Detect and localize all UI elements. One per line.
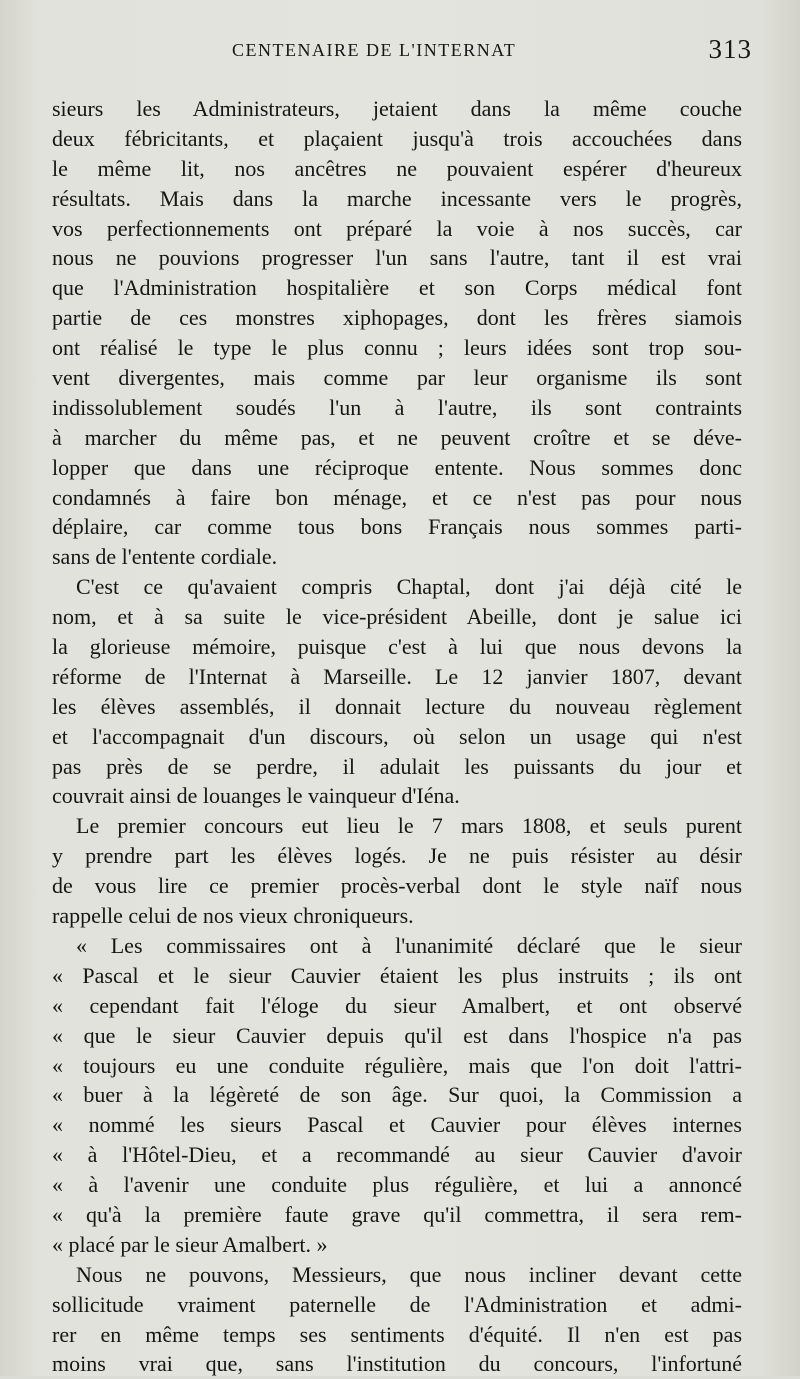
text-line: vos perfectionnements ont préparé la voie à nos succès, car: [52, 215, 742, 241]
text-line: y prendre part les élèves logés. Je ne puis résister au désir: [52, 843, 742, 869]
text-line: moins vrai que, sans l'institution du concours, l'infortuné: [52, 1351, 742, 1377]
text-line: vent divergentes, mais comme par leur organisme ils sont: [52, 365, 742, 391]
text-line: sollicitude vraiment paternelle de l'Administration et admi-: [52, 1291, 742, 1317]
body-text: [52, 94, 742, 1379]
text-line: à marcher du même pas, et ne peuvent croître et se déve-: [52, 424, 742, 450]
text-line: nous ne pouvions progresser l'un sans l'autre, tant il est vrai: [52, 245, 742, 271]
text-line: que l'Administration hospitalière et son Corps médical font: [52, 275, 742, 301]
text-line: « Les commissaires ont à l'unanimité déclaré que le sieur: [76, 932, 742, 958]
text-line: « placé par le sieur Amalbert. »: [52, 1231, 328, 1257]
text-line: la glorieuse mémoire, puisque c'est à lui que nous devons la: [52, 634, 742, 660]
text-line: lopper que dans une réciproque entente. Nous sommes donc: [52, 454, 742, 480]
text-line: nom, et à sa suite le vice-président Abeille, dont je salue ici: [52, 604, 742, 630]
text-line: « buer à la légèreté de son âge. Sur quoi, la Commission a: [52, 1082, 742, 1108]
text-line: « toujours eu une conduite régulière, mais que l'on doit l'attri-: [52, 1052, 742, 1078]
text-line: réforme de l'Internat à Marseille. Le 12 janvier 1807, devant: [52, 663, 742, 689]
text-line: sieurs les Administrateurs, jetaient dans la même couche: [52, 96, 742, 121]
text-line: ont réalisé le type le plus connu ; leurs idées sont trop sou-: [52, 335, 742, 361]
text-line: condamnés à faire bon ménage, et ce n'est pas pour nous: [52, 484, 742, 510]
text-line: deux fébricitants, et plaçaient jusqu'à trois accouchées dans: [52, 125, 742, 151]
text-line: les élèves assemblés, il donnait lecture du nouveau règlement: [52, 693, 742, 719]
text-line: et l'accompagnait d'un discours, où selon un usage qui n'est: [52, 723, 742, 749]
text-line: le même lit, nos ancêtres ne pouvaient espérer d'heureux: [52, 155, 742, 181]
text-line: C'est ce qu'avaient compris Chaptal, dont j'ai déjà cité le: [76, 574, 742, 600]
text-line: déplaire, car comme tous bons Français nous sommes parti-: [52, 514, 742, 540]
text-line: « à l'Hôtel-Dieu, et a recommandé au sieur Cauvier d'avoir: [52, 1142, 742, 1168]
text-line: « que le sieur Cauvier depuis qu'il est dans l'hospice n'a pas: [52, 1022, 742, 1048]
text-line: indissolublement soudés l'un à l'autre, ils sont contraints: [52, 394, 742, 420]
text-line: pas près de se perdre, il adulait les puissants du jour et: [52, 753, 742, 779]
text-line: résultats. Mais dans la marche incessante vers le progrès,: [52, 185, 742, 211]
text-line: « nommé les sieurs Pascal et Cauvier pour élèves internes: [52, 1112, 742, 1138]
text-line: sans de l'entente cordiale.: [52, 544, 278, 570]
text-line: Le premier concours eut lieu le 7 mars 1808, et seuls purent: [76, 813, 742, 839]
page-header: [52, 34, 752, 74]
text-line: « cependant fait l'éloge du sieur Amalbert, et ont observé: [52, 992, 742, 1018]
running-title: CENTENAIRE DE L'INTERNAT: [232, 40, 517, 60]
text-line: couvrait ainsi de louanges le vainqueur d'Iéna.: [52, 783, 460, 809]
text-line: rer en même temps ses sentiments d'équité. Il n'en est pas: [52, 1321, 742, 1347]
page-number: 313: [708, 34, 752, 64]
text-line: « Pascal et le sieur Cauvier étaient les plus instruits ; ils ont: [52, 962, 742, 988]
text-line: « qu'à la première faute grave qu'il commettra, il sera rem-: [52, 1201, 742, 1227]
text-line: « à l'avenir une conduite plus régulière, et lui a annoncé: [52, 1172, 742, 1198]
text-line: rappelle celui de nos vieux chroniqueurs.: [52, 903, 414, 929]
text-line: partie de ces monstres xiphopages, dont les frères siamois: [52, 305, 742, 331]
text-line: Nous ne pouvons, Messieurs, que nous incliner devant cette: [76, 1261, 742, 1287]
text-line: de vous lire ce premier procès-verbal dont le style naïf nous: [52, 873, 742, 899]
